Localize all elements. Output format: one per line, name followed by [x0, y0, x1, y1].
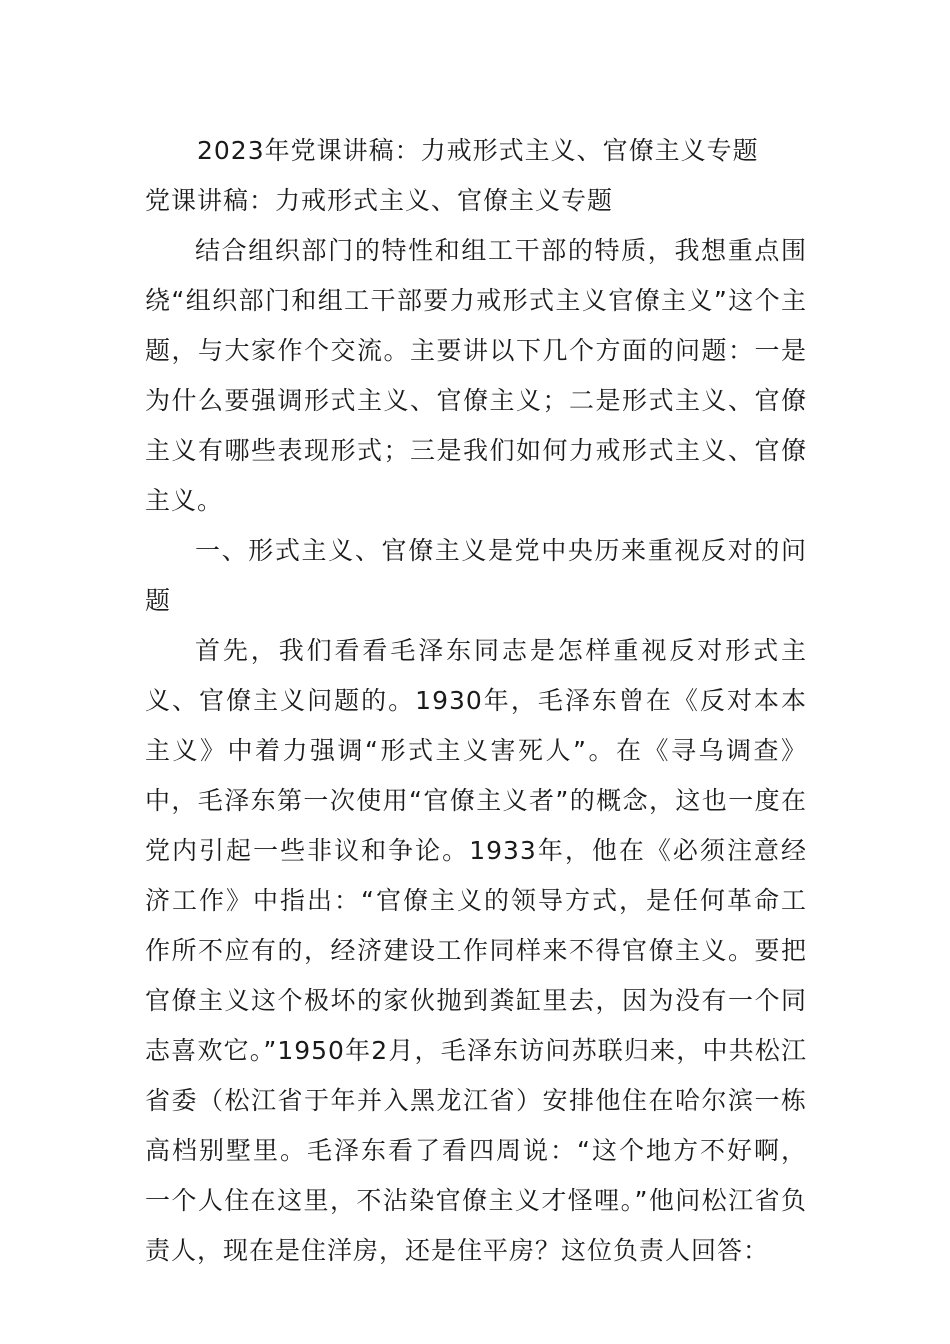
intro-paragraph: 结合组织部门的特性和组工干部的特质，我想重点围绕“组织部门和组工干部要力戒形式主义官僚主义”这个主题，与大家作个交流。主要讲以下几个方面的问题：一是为什么要强调形式主义、官僚主义；二是形式主义、官僚主义有哪些表现形式；三是我们如何力戒形式主义、官僚主义。	[145, 236, 807, 515]
body-paragraph: 首先，我们看看毛泽东同志是怎样重视反对形式主义、官僚主义问题的。1930年，毛泽东曾在《反对本本主义》中着力强调“形式主义害死人”。在《寻乌调查》中，毛泽东第一次使用“官僚主义者”的概念，这也一度在党内引起一些非议和争论。1933年，他在《必须注意经济工作》中指出：“官僚主义的领导方式，是任何革命工作所不应有的，经济建设工作同样来不得官僚主义。要把官僚主义这个极坏的家伙抛到粪缸里去，因为没有一个同志喜欢它。”1950年2月，毛泽东访问苏联归来，中共松江省委（松江省于年并入黑龙江省）安排他住在哈尔滨一栋高档别墅里。毛泽东看了看四周说：“这个地方不好啊，一个人住在这里，不沾染官僚主义才怪哩。”他问松江省负责人，现在是住洋房，还是住平房？这位负责人回答：	[145, 636, 807, 1265]
document-title: 2023年党课讲稿：力戒形式主义、官僚主义专题	[197, 136, 759, 165]
document-body	[145, 126, 807, 1276]
document-subtitle: 党课讲稿：力戒形式主义、官僚主义专题	[145, 186, 614, 215]
section-heading: 一、形式主义、官僚主义是党中央历来重视反对的问题	[145, 536, 807, 615]
